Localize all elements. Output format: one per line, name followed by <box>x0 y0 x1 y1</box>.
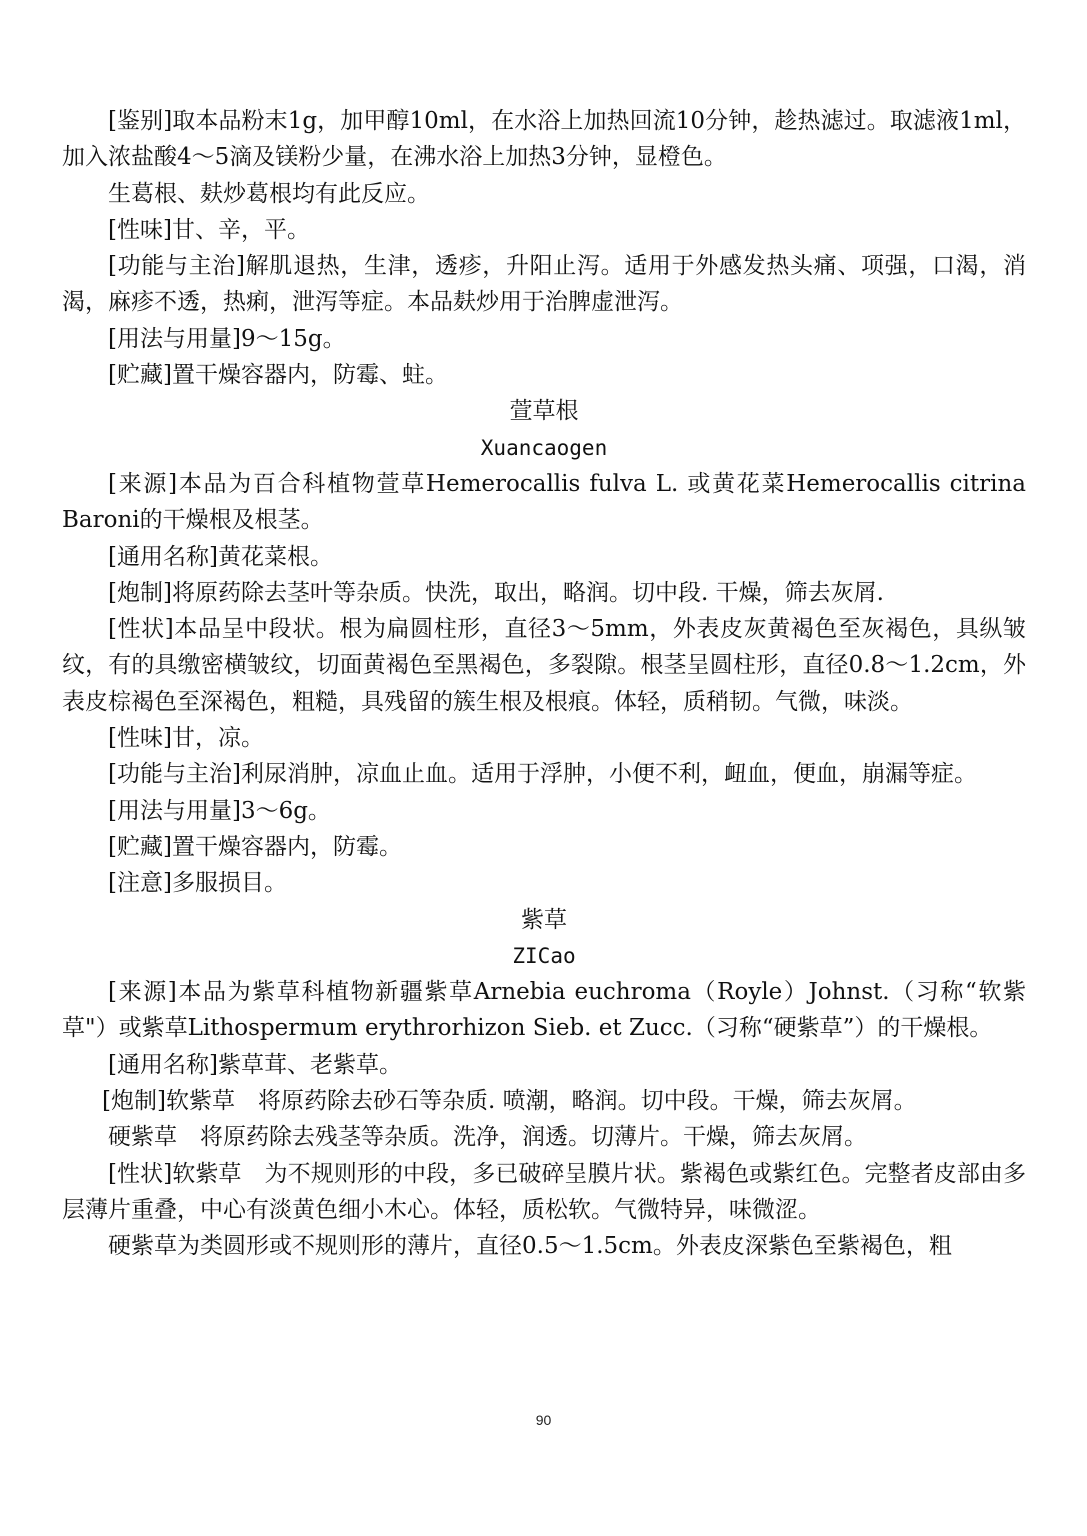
xuancaogen-title: 萱草根 <box>509 398 579 425</box>
xuancaogen-processing: [炮制]将原药除去茎叶等杂质。快洗，取出，略润。切中段. 干燥，筛去灰屑. <box>108 579 884 606</box>
gegen-identification: [鉴别]取本品粉末1g，加甲醇10ml，在水浴上加热回流10分钟，趁热滤过。取滤液1ml，加入浓盐酸4～5滴及镁粉少量，在沸水浴上加热3分钟，显橙色。 <box>62 108 1026 171</box>
gegen-identification-note: 生葛根、麸炒葛根均有此反应。 <box>108 180 430 207</box>
xuancaogen-common-name: [通用名称]黄花菜根。 <box>108 543 333 570</box>
gegen-storage: [贮藏]置干燥容器内，防霉、蛀。 <box>108 362 448 389</box>
xuancaogen-taste: [性味]甘，凉。 <box>108 725 264 752</box>
zicao-source: [来源]本品为紫草科植物新疆紫草Arnebia euchroma（Royle）Johnst.（习称“软紫草"）或紫草Lithospermum erythrorhizon Sieb. et Zucc.（习称“硬紫草”）的干燥根。 <box>62 979 1026 1042</box>
zicao-processing-soft: [炮制]软紫草 将原药除去砂石等杂质. 喷潮，略润。切中段。干燥，筛去灰屑。 <box>102 1088 917 1115</box>
xuancaogen-description: [性状]本品呈中段状。根为扁圆柱形，直径3～5mm，外表皮灰黄褐色至灰褐色，具纵皱纹，有的具缴密横皱纹，切面黄褐色至黑褐色，多裂隙。根茎呈圆柱形，直径0.8～1.2cm，外表皮棕褐色至深褐色，粗糙，具残留的簇生根及根痕。体轻，质稍韧。气微，味淡。 <box>62 616 1026 715</box>
xuancaogen-source: [来源]本品为百合科植物萱草Hemerocallis fulva L. 或黄花菜Hemerocallis citrina Baroni的干燥根及根茎。 <box>62 470 1026 534</box>
xuancaogen-indications: [功能与主治]利尿消肿，凉血止血。适用于浮肿，小便不利，衄血，便血，崩漏等症。 <box>108 761 977 788</box>
zicao-latin-name: ZICao <box>512 943 576 968</box>
zicao-common-name: [通用名称]紫草茸、老紫草。 <box>108 1051 402 1078</box>
gegen-indications: [功能与主治]解肌退热，生津，透疹，升阳止泻。适用于外感发热头痛、项强，口渴，消渴，麻疹不透，热痢，泄泻等症。本品麸炒用于治脾虚泄泻。 <box>62 253 1026 316</box>
zicao-processing-hard: 硬紫草 将原药除去残茎等杂质。洗净，润透。切薄片。干燥，筛去灰屑。 <box>108 1124 867 1151</box>
xuancaogen-dosage: [用法与用量]3～6g。 <box>108 797 331 824</box>
xuancaogen-storage: [贮藏]置干燥容器内，防霉。 <box>108 833 402 860</box>
zicao-title: 紫草 <box>521 906 567 933</box>
zicao-description-soft: [性状]软紫草 为不规则形的中段，多已破碎呈膜片状。紫褐色或紫红色。完整者皮部由多层薄片重叠，中心有淡黄色细小木心。体轻，质松软。气微特异，味微涩。 <box>62 1160 1026 1223</box>
gegen-taste: [性味]甘、辛，平。 <box>108 216 310 243</box>
zicao-description-hard: 硬紫草为类圆形或不规则形的薄片，直径0.5～1.5cm。外表皮深紫色至紫褐色，粗 <box>108 1233 952 1260</box>
gegen-dosage: [用法与用量]9～15g。 <box>108 325 346 352</box>
xuancaogen-latin-name: Xuancaogen <box>480 435 608 460</box>
xuancaogen-caution: [注意]多服损目。 <box>108 870 287 897</box>
document-page <box>62 103 1026 1265</box>
page-number: 90 <box>535 1412 552 1428</box>
